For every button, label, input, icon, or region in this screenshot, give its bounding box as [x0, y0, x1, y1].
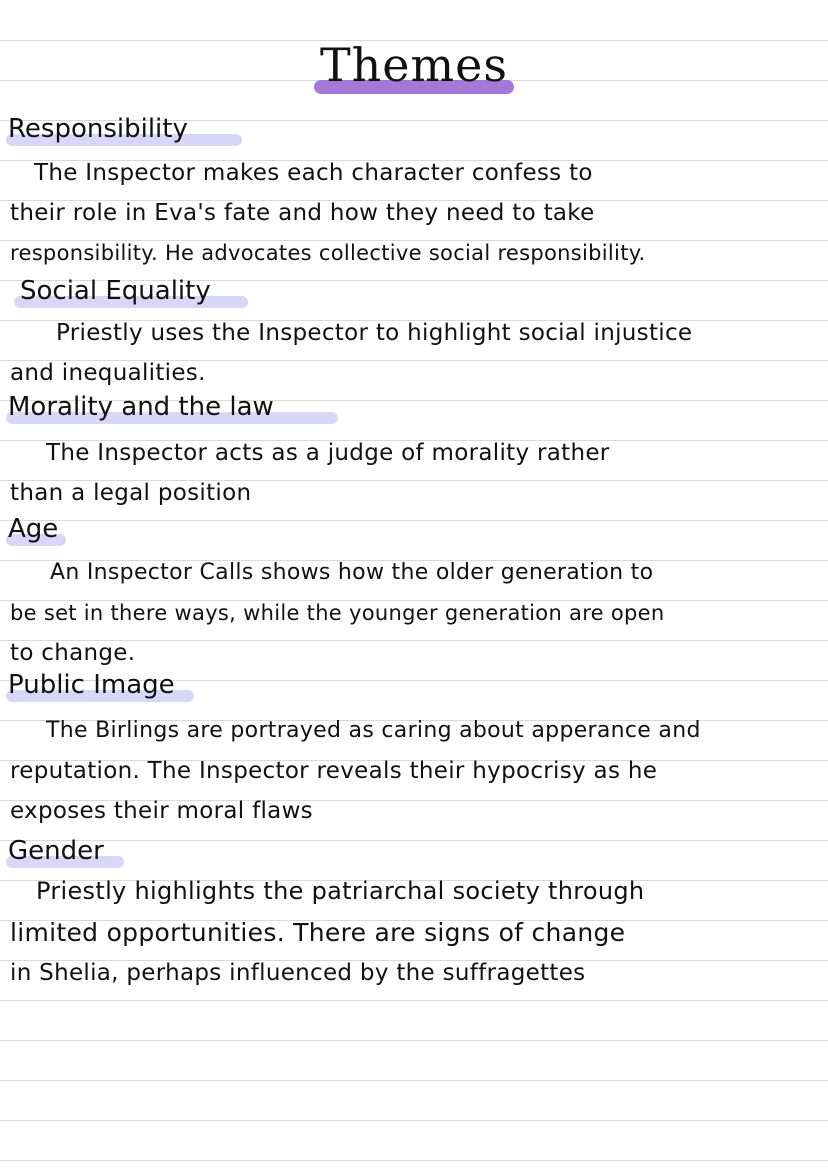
- section-heading: Age: [8, 514, 59, 544]
- section-morality-law: [0, 390, 828, 424]
- text-line: The Inspector acts as a judge of morality rather: [46, 440, 610, 466]
- text-line: Priestly uses the Inspector to highlight social injustice: [56, 320, 693, 346]
- text-line: exposes their moral flaws: [10, 798, 313, 824]
- section-heading: Responsibility: [8, 114, 188, 144]
- text-line: than a legal position: [10, 480, 252, 506]
- section-social-equality: [0, 274, 828, 308]
- text-line: reputation. The Inspector reveals their hypocrisy as he: [10, 758, 658, 784]
- section-heading: Morality and the law: [8, 392, 274, 422]
- text-line: An Inspector Calls shows how the older generation to: [50, 560, 654, 585]
- text-line: their role in Eva's fate and how they need to take: [10, 200, 595, 226]
- text-line: to change.: [10, 640, 136, 666]
- section-public-image: [0, 668, 828, 702]
- section-gender: [0, 834, 828, 868]
- section-responsibility: [0, 112, 828, 146]
- text-line: responsibility. He advocates collective social responsibility.: [10, 241, 646, 265]
- text-line: in Shelia, perhaps influenced by the suffragettes: [10, 960, 586, 986]
- text-line: limited opportunities. There are signs of change: [10, 918, 626, 947]
- section-heading: Gender: [8, 836, 104, 866]
- section-age: [0, 512, 828, 546]
- page-title: Themes: [320, 38, 508, 92]
- section-heading: Social Equality: [20, 276, 211, 306]
- section-heading: Public Image: [8, 670, 175, 700]
- text-line: and inequalities.: [10, 360, 206, 386]
- text-line: The Inspector makes each character confess to: [34, 160, 593, 186]
- text-line: The Birlings are portrayed as caring about apperance and: [46, 718, 701, 743]
- text-line: Priestly highlights the patriarchal society through: [36, 877, 645, 905]
- title-block: [300, 30, 540, 110]
- text-line: be set in there ways, while the younger generation are open: [10, 601, 665, 625]
